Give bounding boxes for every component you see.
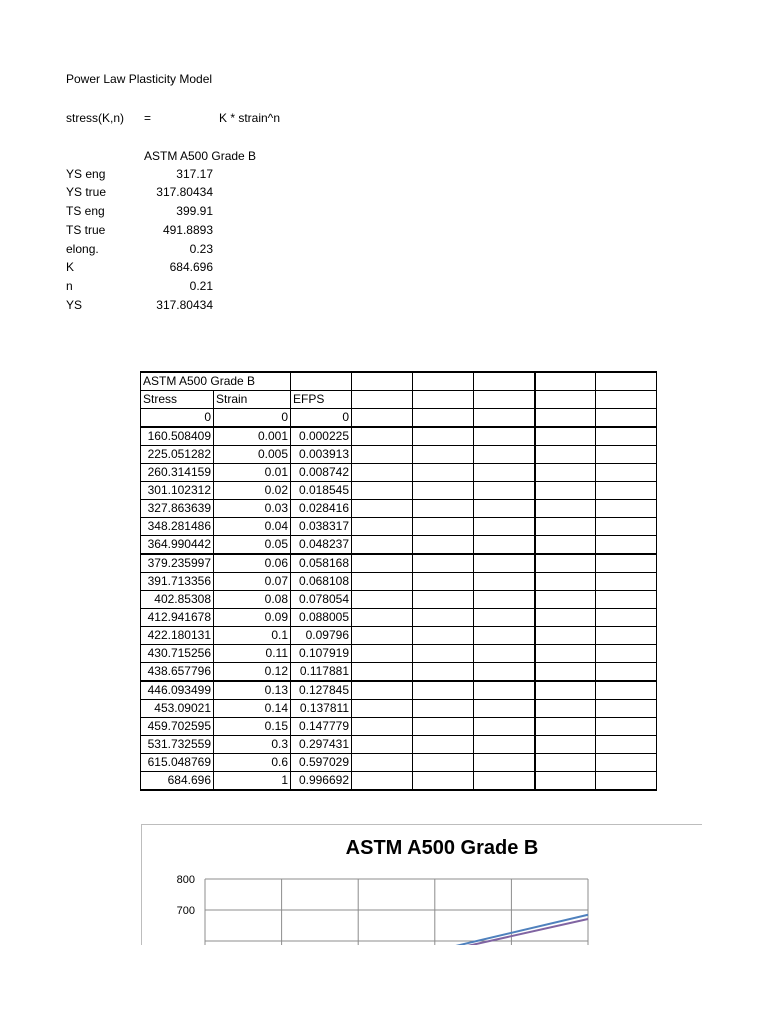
efps-cell: 0.127845	[291, 681, 352, 700]
param-label: YS eng	[66, 167, 106, 181]
table-cell	[596, 700, 657, 718]
efps-cell: 0.597029	[291, 754, 352, 772]
table-cell	[474, 681, 535, 700]
table-row	[141, 518, 657, 536]
table-cell	[474, 700, 535, 718]
param-value: 317.80434	[156, 185, 213, 199]
stress-cell: 391.713356	[141, 573, 214, 591]
table-cell	[535, 446, 596, 464]
table-cell	[474, 536, 535, 555]
table-cell	[352, 409, 413, 428]
table-cell	[535, 627, 596, 645]
table-cell	[352, 372, 413, 391]
table-cell	[474, 718, 535, 736]
param-value: 317.80434	[156, 298, 213, 312]
table-cell	[413, 772, 474, 791]
efps-cell: 0.297431	[291, 736, 352, 754]
table-cell	[596, 663, 657, 682]
efps-cell: 0.117881	[291, 663, 352, 682]
stress-cell: 453.09021	[141, 700, 214, 718]
table-row	[141, 736, 657, 754]
table-cell	[474, 772, 535, 791]
table-row	[141, 464, 657, 482]
table-cell	[535, 645, 596, 663]
y-tick-label: 700	[176, 905, 195, 917]
table-cell	[413, 372, 474, 391]
table-cell	[352, 681, 413, 700]
table-cell	[352, 464, 413, 482]
table-cell	[596, 681, 657, 700]
table-cell	[352, 700, 413, 718]
formula-left: stress(K,n)	[66, 111, 125, 125]
table-cell	[413, 736, 474, 754]
table-cell	[596, 609, 657, 627]
table-row	[141, 536, 657, 555]
strain-cell: 0.15	[214, 718, 291, 736]
table-title: ASTM A500 Grade B	[141, 372, 291, 391]
strain-cell: 0.05	[214, 536, 291, 555]
efps-cell: 0.048237	[291, 536, 352, 555]
efps-cell: 0.058168	[291, 554, 352, 573]
column-header-strain: Strain	[214, 391, 291, 409]
efps-cell: 0.088005	[291, 609, 352, 627]
stress-cell: 260.314159	[141, 464, 214, 482]
table-cell	[413, 573, 474, 591]
efps-cell: 0	[291, 409, 352, 428]
stress-cell: 459.702595	[141, 718, 214, 736]
param-label: K	[66, 260, 75, 274]
table-cell	[596, 736, 657, 754]
table-cell	[352, 554, 413, 573]
strain-cell: 0.1	[214, 627, 291, 645]
table-cell	[413, 500, 474, 518]
stress-cell: 446.093499	[141, 681, 214, 700]
stress-cell: 422.180131	[141, 627, 214, 645]
table-cell	[596, 446, 657, 464]
table-row	[141, 409, 657, 428]
table-row	[141, 663, 657, 682]
stress-cell: 615.048769	[141, 754, 214, 772]
table-cell	[352, 772, 413, 791]
table-cell	[596, 573, 657, 591]
table-cell	[413, 464, 474, 482]
table-cell	[413, 536, 474, 555]
table-cell	[352, 573, 413, 591]
table-cell	[352, 482, 413, 500]
table-row	[141, 627, 657, 645]
stress-cell: 402.85308	[141, 591, 214, 609]
efps-cell: 0.003913	[291, 446, 352, 464]
efps-cell: 0.008742	[291, 464, 352, 482]
stress-cell: 348.281486	[141, 518, 214, 536]
table-row	[141, 609, 657, 627]
table-cell	[474, 500, 535, 518]
table-cell	[535, 772, 596, 791]
table-cell	[413, 663, 474, 682]
strain-cell: 0.07	[214, 573, 291, 591]
strain-cell: 0.3	[214, 736, 291, 754]
table-cell	[413, 518, 474, 536]
stress-cell: 438.657796	[141, 663, 214, 682]
formula-right: K * strain^n	[219, 111, 280, 125]
table-cell	[352, 446, 413, 464]
table-cell	[413, 645, 474, 663]
table-cell	[535, 591, 596, 609]
table-cell	[474, 427, 535, 446]
table-cell	[535, 718, 596, 736]
doc-title: Power Law Plasticity Model	[66, 72, 213, 86]
param-label: YS true	[66, 185, 107, 199]
table-cell	[413, 718, 474, 736]
efps-cell: 0.107919	[291, 645, 352, 663]
stress-cell: 225.051282	[141, 446, 214, 464]
table-cell	[596, 718, 657, 736]
table-row	[141, 591, 657, 609]
table-cell	[413, 391, 474, 409]
column-header-efps: EFPS	[291, 391, 352, 409]
table-cell	[413, 700, 474, 718]
table-cell	[535, 736, 596, 754]
chart-area	[141, 824, 702, 945]
efps-cell: 0.137811	[291, 700, 352, 718]
table-cell	[352, 427, 413, 446]
table-cell	[413, 554, 474, 573]
stress-strain-table	[140, 371, 657, 791]
param-value: 491.8893	[162, 223, 213, 237]
efps-cell: 0.068108	[291, 573, 352, 591]
table-cell	[352, 663, 413, 682]
table-cell	[535, 409, 596, 428]
table-cell	[596, 627, 657, 645]
table-cell	[535, 700, 596, 718]
table-cell	[413, 446, 474, 464]
table-cell	[596, 409, 657, 428]
table-cell	[596, 427, 657, 446]
param-value: 684.696	[169, 260, 213, 274]
table-cell	[474, 645, 535, 663]
table-cell	[474, 409, 535, 428]
table-row	[141, 681, 657, 700]
table-cell	[596, 482, 657, 500]
strain-cell: 0.6	[214, 754, 291, 772]
strain-cell: 0.12	[214, 663, 291, 682]
table-cell	[596, 554, 657, 573]
table-cell	[352, 391, 413, 409]
table-row	[141, 573, 657, 591]
stress-cell: 430.715256	[141, 645, 214, 663]
table-cell	[474, 627, 535, 645]
table-row	[141, 500, 657, 518]
table-cell	[535, 427, 596, 446]
stress-cell: 301.102312	[141, 482, 214, 500]
table-cell	[596, 518, 657, 536]
table-cell	[474, 663, 535, 682]
table-cell	[535, 372, 596, 391]
material-heading: ASTM A500 Grade B	[144, 149, 257, 163]
table-cell	[474, 372, 535, 391]
table-cell	[413, 409, 474, 428]
table-cell	[474, 464, 535, 482]
table-cell	[535, 663, 596, 682]
strain-cell: 0.14	[214, 700, 291, 718]
stress-cell: 160.508409	[141, 427, 214, 446]
param-label: YS	[66, 298, 83, 312]
table-row	[141, 645, 657, 663]
table-cell	[474, 518, 535, 536]
table-cell	[596, 372, 657, 391]
param-label: TS eng	[66, 204, 105, 218]
stress-cell: 531.732559	[141, 736, 214, 754]
strain-cell: 0	[214, 409, 291, 428]
table-row	[141, 446, 657, 464]
table-cell	[352, 518, 413, 536]
chart-title: ASTM A500 Grade B	[345, 837, 539, 859]
param-value: 0.23	[189, 242, 213, 256]
strain-cell: 0.09	[214, 609, 291, 627]
param-label: elong.	[66, 242, 99, 256]
table-row	[141, 718, 657, 736]
table-row	[141, 700, 657, 718]
efps-cell: 0.09796	[291, 627, 352, 645]
table-cell	[474, 591, 535, 609]
table-cell	[596, 500, 657, 518]
table-cell	[291, 372, 352, 391]
table-cell	[596, 772, 657, 791]
table-title-row	[141, 372, 657, 391]
stress-cell: 684.696	[141, 772, 214, 791]
table-cell	[413, 609, 474, 627]
table-row	[141, 427, 657, 446]
table-cell	[413, 754, 474, 772]
table-cell	[352, 718, 413, 736]
efps-cell: 0.018545	[291, 482, 352, 500]
table-cell	[474, 736, 535, 754]
table-cell	[535, 391, 596, 409]
column-header-stress: Stress	[141, 391, 214, 409]
strain-cell: 0.03	[214, 500, 291, 518]
table-cell	[535, 573, 596, 591]
table-cell	[474, 573, 535, 591]
table-cell	[474, 391, 535, 409]
table-cell	[596, 645, 657, 663]
param-label: TS true	[66, 223, 106, 237]
table-header-row	[141, 391, 657, 409]
strain-cell: 0.04	[214, 518, 291, 536]
param-value: 399.91	[176, 204, 213, 218]
table-row	[141, 754, 657, 772]
table-cell	[535, 754, 596, 772]
table-cell	[352, 609, 413, 627]
param-value: 317.17	[176, 167, 213, 181]
line-chart	[142, 825, 702, 945]
strain-cell: 0.11	[214, 645, 291, 663]
stress-cell: 364.990442	[141, 536, 214, 555]
table-cell	[474, 482, 535, 500]
table-cell	[413, 681, 474, 700]
table-cell	[596, 391, 657, 409]
stress-cell: 0	[141, 409, 214, 428]
strain-cell: 0.08	[214, 591, 291, 609]
table-row	[141, 772, 657, 791]
table-cell	[413, 427, 474, 446]
table-cell	[413, 482, 474, 500]
table-cell	[474, 754, 535, 772]
table-cell	[474, 609, 535, 627]
efps-cell: 0.000225	[291, 427, 352, 446]
table-cell	[352, 500, 413, 518]
table-cell	[474, 554, 535, 573]
stress-cell: 327.863639	[141, 500, 214, 518]
table-cell	[596, 754, 657, 772]
table-cell	[352, 591, 413, 609]
strain-cell: 0.01	[214, 464, 291, 482]
table-cell	[352, 736, 413, 754]
table-cell	[596, 536, 657, 555]
param-label: n	[66, 279, 73, 293]
strain-cell: 0.13	[214, 681, 291, 700]
table-cell	[413, 591, 474, 609]
table-cell	[413, 627, 474, 645]
param-value: 0.21	[189, 279, 213, 293]
table-cell	[352, 754, 413, 772]
table-row	[141, 554, 657, 573]
table-cell	[535, 482, 596, 500]
formula-equals: =	[144, 111, 152, 125]
efps-cell: 0.996692	[291, 772, 352, 791]
table-cell	[535, 536, 596, 555]
efps-cell: 0.078054	[291, 591, 352, 609]
table-cell	[535, 518, 596, 536]
table-cell	[596, 464, 657, 482]
table-cell	[535, 681, 596, 700]
strain-cell: 0.06	[214, 554, 291, 573]
strain-cell: 0.02	[214, 482, 291, 500]
table-cell	[352, 627, 413, 645]
table-cell	[535, 464, 596, 482]
table-cell	[535, 609, 596, 627]
table-cell	[352, 536, 413, 555]
stress-cell: 379.235997	[141, 554, 214, 573]
efps-cell: 0.147779	[291, 718, 352, 736]
table-cell	[474, 446, 535, 464]
table-cell	[352, 645, 413, 663]
strain-cell: 1	[214, 772, 291, 791]
y-tick-label: 800	[176, 874, 195, 886]
strain-cell: 0.001	[214, 427, 291, 446]
stress-cell: 412.941678	[141, 609, 214, 627]
efps-cell: 0.028416	[291, 500, 352, 518]
table-cell	[535, 554, 596, 573]
table-cell	[596, 591, 657, 609]
strain-cell: 0.005	[214, 446, 291, 464]
table-cell	[535, 500, 596, 518]
efps-cell: 0.038317	[291, 518, 352, 536]
table-row	[141, 482, 657, 500]
